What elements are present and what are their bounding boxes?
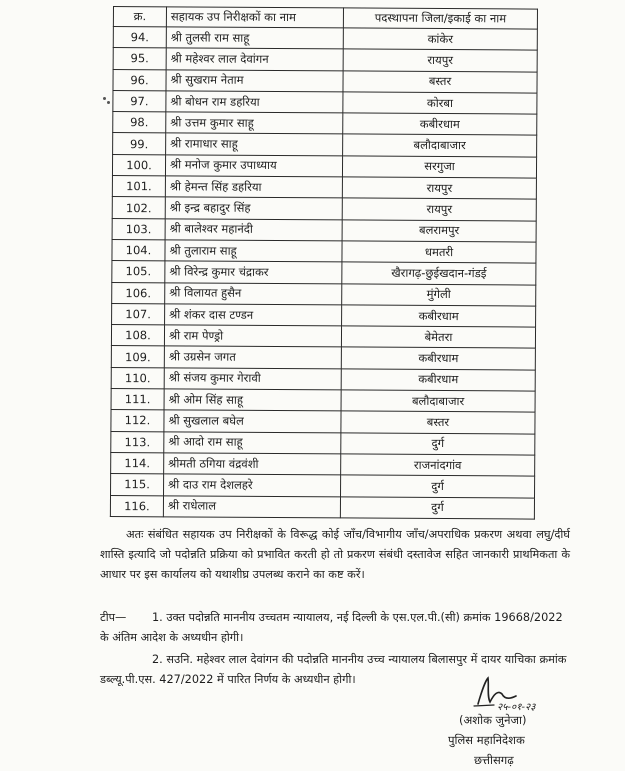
row-name: श्री आदो राम साहू <box>164 431 341 453</box>
table-header-row <box>113 7 537 30</box>
row-name: श्री संजय कुमार गेरावी <box>164 368 341 390</box>
row-serial: 114. <box>111 452 164 474</box>
table-row <box>111 474 535 498</box>
row-posting: दुर्ग <box>340 496 534 518</box>
row-serial: 101. <box>112 176 165 198</box>
row-serial: 110. <box>111 367 164 389</box>
row-serial: 115. <box>111 474 164 496</box>
row-name: श्री राधेलाल <box>163 495 340 517</box>
row-name: श्री तुलसी राम साहू <box>166 27 343 49</box>
table-body <box>110 27 537 519</box>
row-name: श्री तुलाराम साहू <box>165 240 342 262</box>
table-row <box>111 389 535 413</box>
table-row <box>112 239 536 263</box>
row-name: श्री ओम सिंह साहू <box>164 389 341 411</box>
table-row <box>112 218 536 242</box>
row-posting: कांकेर <box>343 28 537 50</box>
table-row <box>111 325 535 349</box>
table-row <box>112 197 536 221</box>
table-row <box>113 90 537 114</box>
row-posting: बलरामपुर <box>342 220 536 242</box>
table-row <box>113 48 537 72</box>
row-posting: सरगुजा <box>342 156 536 178</box>
row-posting: राजनांदगांव <box>341 454 535 476</box>
row-name: श्री शंकर दास टण्डन <box>165 304 342 326</box>
row-posting: रायपुर <box>342 177 536 199</box>
promotion-table <box>110 6 538 519</box>
row-posting: रायपुर <box>343 49 537 71</box>
row-serial: 94. <box>113 27 166 49</box>
row-serial: 112. <box>111 410 164 432</box>
row-serial: 97. <box>113 90 166 112</box>
row-serial: 108. <box>111 325 164 347</box>
row-serial: 105. <box>112 261 165 283</box>
row-posting: कबीरधाम <box>341 347 535 369</box>
row-serial: 111. <box>111 389 164 411</box>
row-posting: दुर्ग <box>341 475 535 497</box>
row-serial: 96. <box>113 69 166 91</box>
row-posting: रायपुर <box>342 198 536 220</box>
row-serial: 95. <box>113 48 166 70</box>
table-row <box>112 282 536 306</box>
row-serial: 107. <box>112 303 165 325</box>
note-1 <box>100 608 570 648</box>
table-row <box>111 346 535 370</box>
row-serial: 104. <box>112 239 165 261</box>
row-posting: कबीरधाम <box>343 113 537 135</box>
row-name: श्री सुखलाल बघेल <box>164 410 341 432</box>
row-serial: 99. <box>113 133 166 155</box>
header-posting: पदस्थापना जिला/इकाई का नाम <box>343 8 537 29</box>
row-posting: कोरबा <box>343 92 537 114</box>
row-name: श्री इन्द्र बहादुर सिंह <box>165 197 342 219</box>
row-serial: 103. <box>112 218 165 240</box>
row-name: श्री महेश्वर लाल देवांगन <box>166 48 343 70</box>
row-name: श्री बालेश्वर महानंदी <box>165 218 342 240</box>
table-row <box>113 133 537 157</box>
header-name: सहायक उप निरीक्षकों का नाम <box>166 7 343 28</box>
row-posting: बलौदाबाजार <box>341 390 535 412</box>
row-posting: धमतरी <box>342 241 536 263</box>
row-posting: कबीरधाम <box>341 369 535 391</box>
row-serial: 113. <box>111 431 164 453</box>
table-row <box>111 367 535 391</box>
table-row <box>112 176 536 200</box>
signatory-state: छत्तीसगढ़ <box>474 753 514 767</box>
row-name: श्री रामाधार साहू <box>166 133 343 155</box>
row-posting: दुर्ग <box>341 433 535 455</box>
note-1-text: 1. उक्त पदोन्नति माननीय उच्चतम न्यायालय, नई दिल्ली के एस.एल.पी.(सी) क्रमांक 19668/2022 के अंतिम आदेश के अध्यधीन होगी। <box>100 611 563 644</box>
signature-date: २५-०१-२३ <box>497 702 536 713</box>
row-serial: 98. <box>113 112 166 134</box>
row-serial: 102. <box>112 197 165 219</box>
note-2-text: 2. सउनि. महेश्वर लाल देवांगन की पदोन्नति माननीय उच्च न्यायालय बिलासपुर में दायर याचिका क्रमांक डब्ल्यू.पी.एस. 427/2022 में पारित निर्णय के अध्यधीन होगी। <box>100 653 567 686</box>
row-name: श्रीमती ठगिया वंद्रवंशी <box>164 453 341 475</box>
table-row <box>113 69 537 93</box>
row-posting: बलौदाबाजार <box>343 134 537 156</box>
table-row <box>111 452 535 476</box>
table-row <box>112 154 536 178</box>
punch-hole-mark <box>103 97 106 100</box>
row-name: श्री उत्तम कुमार साहू <box>166 112 343 134</box>
table-row <box>113 27 537 51</box>
signatory-name: (अशोक जुनेजा) <box>459 713 527 727</box>
row-serial: 106. <box>112 282 165 304</box>
row-name: श्री बोधन राम डहरिया <box>166 91 343 113</box>
row-posting: बस्तर <box>341 411 535 433</box>
note-label: टीप— <box>100 611 127 624</box>
row-name: श्री राम पेण्ड्रो <box>164 325 341 347</box>
signatory-designation: पुलिस महानिदेशक <box>448 733 525 747</box>
instruction-paragraph: अतः संबंधित सहायक उप निरीक्षकों के विरूद्ध कोई जाँच/विभागीय जाँच/अपराधिक प्रकरण अथवा लघु/दीर्घ शास्ति इत्यादि जो पदोन्नति प्रक्रिया को प्रभावित करती हो तो प्रकरण संबंधी दस्तावेज सहित जानकारी प्राथमिकता के आधार पर इस कार्यालय को यथाशीघ्र उपलब्ध कराने का कष्ट करें। <box>100 528 570 581</box>
row-name: श्री विलायत हुसैन <box>165 282 342 304</box>
table-row <box>111 410 535 434</box>
row-name: श्री विरेन्द्र कुमार चंद्राकर <box>165 261 342 283</box>
row-serial: 116. <box>110 495 163 517</box>
row-posting: बेमेतरा <box>341 326 535 348</box>
row-name: श्री सुखराम नेताम <box>166 69 343 91</box>
row-posting: खैरागढ़-छुईखदान-गंडई <box>342 262 536 284</box>
row-posting: मुंगेली <box>342 283 536 305</box>
table-row <box>111 431 535 455</box>
row-name: श्री दाउ राम देशलहरे <box>164 474 341 496</box>
punch-hole-mark <box>107 101 110 104</box>
header-serial: क्र. <box>113 7 166 27</box>
table-row <box>112 261 536 285</box>
row-name: श्री उग्रसेन जगत <box>164 346 341 368</box>
table-row <box>113 112 537 136</box>
row-name: श्री मनोज कुमार उपाध्याय <box>165 155 342 177</box>
row-serial: 109. <box>111 346 164 368</box>
row-serial: 100. <box>112 154 165 176</box>
row-posting: बस्तर <box>343 71 537 93</box>
table-row <box>112 303 536 327</box>
row-name: श्री हेमन्त सिंह डहरिया <box>165 176 342 198</box>
table-row <box>110 495 534 519</box>
row-posting: कबीरधाम <box>342 305 536 327</box>
